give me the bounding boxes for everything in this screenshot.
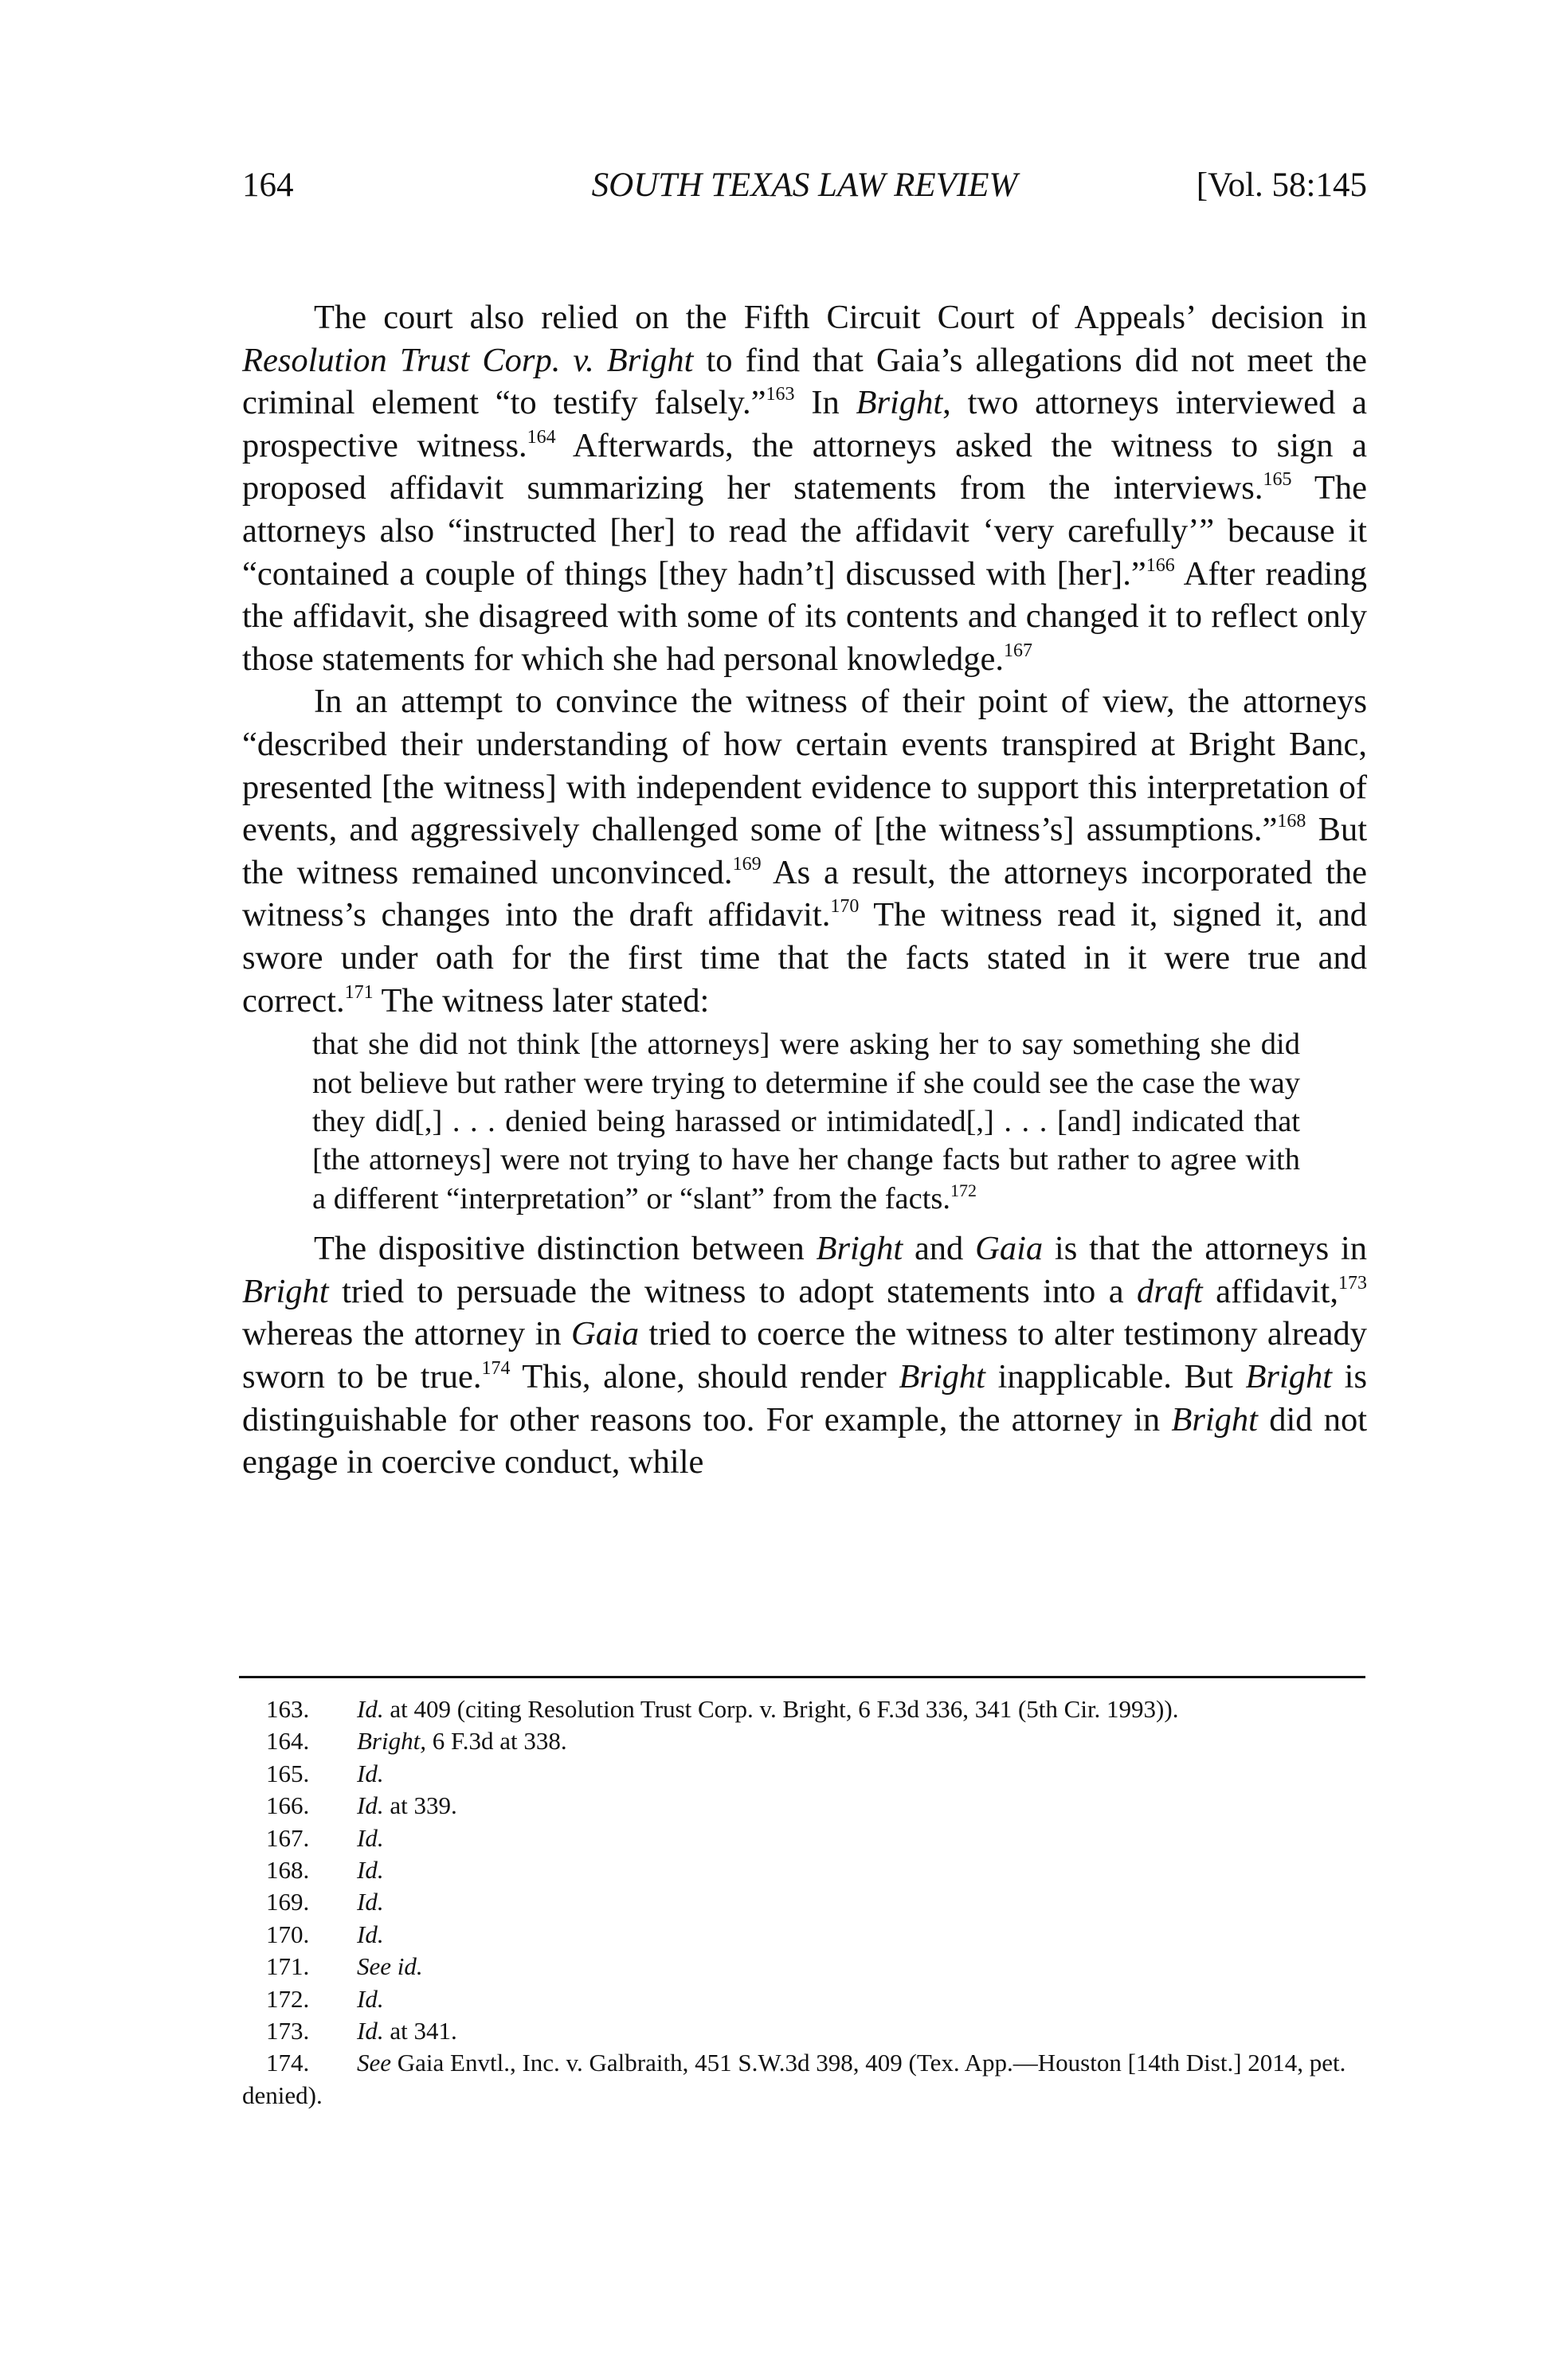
footnote-ref: 169: [732, 853, 762, 875]
footnote-number: 165.: [266, 1759, 310, 1787]
text-run: In an attempt to convince the witness of their point of view, the attorneys “described their understanding of how certain events transpired at Bright Banc, presented [the witness] with independent evidence to support this interpretation of events, and aggressively challenged some of [the witness’s] assumptions.”: [242, 683, 1367, 849]
footnote-number: 174.: [266, 2049, 310, 2077]
footnote: [242, 1693, 1367, 1725]
footnote-signal: Id.: [357, 1984, 384, 2013]
footnote: [242, 1886, 1367, 1918]
text-run: The witness later stated:: [373, 981, 710, 1020]
text-run: is that the attorneys in: [1043, 1230, 1367, 1268]
footnote-number: 173.: [266, 2017, 310, 2045]
text-run: tried to persuade the witness to adopt statements into a: [328, 1272, 1138, 1310]
footnote-signal: See id.: [357, 1952, 423, 1981]
footnote-ref: 171: [344, 981, 374, 1003]
footnote-ref: 163: [766, 384, 795, 405]
footnote: [242, 1725, 1367, 1757]
footnote-ref: 167: [1004, 640, 1033, 661]
footnote-number: 163.: [266, 1695, 310, 1723]
footnote-number: 169.: [266, 1888, 310, 1916]
text-run: But the witness remained unconvinced.: [242, 811, 1367, 891]
footnote-text: at 339.: [383, 1791, 457, 1820]
footnote: [242, 2047, 1367, 2112]
footnote-signal: Id.: [357, 1888, 384, 1916]
text-run: The witness read it, signed it, and swore under oath for the first time that the facts stated in it were true and correct.: [242, 896, 1367, 1020]
footnote-ref: 166: [1146, 554, 1175, 576]
footnote: [242, 1758, 1367, 1790]
footnote-number: 166.: [266, 1791, 310, 1820]
running-header: [242, 166, 1367, 213]
quote-text: that she did not think [the attorneys] were asking her to say something she did not believe but rather were trying to determine if she could see the case the way they did[,] . . . denied being harassed or intimidated[,] . . . [and] indicated that [the attorneys] were not trying to have her change facts but rather to agree with a different “interpretation” or “slant” from the facts.: [312, 1028, 1300, 1215]
footnote-number: 164.: [266, 1727, 310, 1756]
footnote-ref: 172: [950, 1180, 977, 1200]
footnote-number: 168.: [266, 1856, 310, 1885]
text-run: tried to coerce the witness to alter testimony already sworn to be true.: [242, 1315, 1367, 1396]
footnote: [242, 2015, 1367, 2047]
text-run: In: [794, 384, 856, 422]
footnote-signal: Id.: [357, 1920, 384, 1948]
text-run: affidavit,: [1202, 1272, 1338, 1310]
text-run: As a result, the attorneys incorporated the witness’s changes into the draft affidavit.: [242, 853, 1367, 934]
footnote-signal: Bright,: [357, 1727, 426, 1756]
footnote-signal: Id.: [357, 1695, 384, 1723]
footnote-ref: 174: [481, 1357, 511, 1379]
footnote-divider: [239, 1676, 1365, 1678]
paragraph-1: [242, 296, 1367, 680]
main-text: [242, 296, 1367, 1484]
page-number: 164: [242, 166, 294, 204]
footnote: [242, 1983, 1367, 2015]
footnotes: [242, 1693, 1367, 2112]
footnote-signal: Id.: [357, 1759, 384, 1787]
footnote-text: at 409 (citing Resolution Trust Corp. v. Bright, 6 F.3d 336, 341 (5th Cir. 1993)).: [383, 1695, 1179, 1723]
case-name: Gaia: [975, 1230, 1044, 1268]
footnote: [242, 1854, 1367, 1886]
paragraph-3: [242, 1227, 1367, 1484]
footnote-text: at 341.: [383, 2017, 457, 2045]
text-run: whereas the attorney in: [242, 1315, 572, 1353]
footnote-signal: Id.: [357, 2017, 384, 2045]
paragraph-2: [242, 680, 1367, 1022]
footnote-number: 171.: [266, 1952, 310, 1981]
case-name: Bright: [899, 1357, 985, 1396]
footnote-ref: 165: [1263, 469, 1292, 491]
footnote: [242, 1919, 1367, 1951]
text-run: to find that Gaia’s allegations did not meet the criminal element “to testify falsely.”: [242, 341, 1367, 422]
text-run: After reading the affidavit, she disagreed with some of its contents and changed it to reflect only those statements for which she had personal knowledge.: [242, 554, 1367, 678]
text-run: The court also relied on the Fifth Circuit Court of Appeals’ decision in: [314, 299, 1367, 336]
footnote: [242, 1822, 1367, 1854]
footnote-ref: 170: [830, 896, 860, 918]
footnote: [242, 1951, 1367, 1983]
case-name: Gaia: [571, 1315, 640, 1353]
case-name: Bright: [1245, 1357, 1333, 1396]
text-run: This, alone, should render: [510, 1357, 899, 1396]
footnote-signal: Id.: [357, 1823, 384, 1852]
journal-title: SOUTH TEXAS LAW REVIEW: [591, 166, 1018, 204]
footnote-text: Gaia Envtl., Inc. v. Galbraith, 451 S.W.3d 398, 409 (Tex. App.—Houston [14th Dist.] 2014, pet. denied).: [242, 2049, 1346, 2109]
footnote-number: 170.: [266, 1920, 310, 1948]
footnote-number: 172.: [266, 1984, 310, 2013]
text-run: inapplicable. But: [985, 1357, 1246, 1396]
footnote-ref: 173: [1338, 1272, 1367, 1294]
text-run: The attorneys also “instructed [her] to read the affidavit ‘very carefully’” because it “contained a couple of things [they hadn’t] discussed with [her].”: [242, 469, 1367, 593]
text-run: did not engage in coercive conduct, while: [242, 1400, 1367, 1482]
footnote-signal: Id.: [357, 1856, 384, 1885]
footnote-ref: 164: [527, 426, 556, 448]
case-name: Bright: [242, 1272, 329, 1310]
text-run: and: [903, 1230, 976, 1268]
footnote-text: 6 F.3d at 338.: [425, 1727, 567, 1756]
case-name: Bright: [816, 1230, 903, 1268]
footnote: [242, 1790, 1367, 1822]
text-run: Afterwards, the attorneys asked the witness to sign a proposed affidavit summarizing her statements from the interviews.: [242, 426, 1367, 507]
footnote-number: 167.: [266, 1823, 310, 1852]
text-run: The dispositive distinction between: [314, 1230, 817, 1268]
volume-citation: [Vol. 58:145: [1196, 166, 1367, 204]
footnote-signal: See: [357, 2049, 392, 2077]
text-run: is distinguishable for other reasons too. For example, the attorney in: [242, 1357, 1367, 1439]
case-name: Bright: [1171, 1400, 1258, 1439]
case-name: Resolution Trust Corp. v. Bright: [242, 341, 694, 379]
case-name: Bright: [856, 384, 943, 422]
block-quote: [312, 1025, 1300, 1218]
text-run: , two attorneys interviewed a prospective witness.: [242, 384, 1368, 464]
footnote-ref: 168: [1277, 811, 1306, 832]
footnote-signal: Id.: [357, 1791, 384, 1820]
emphasis: draft: [1137, 1272, 1203, 1310]
